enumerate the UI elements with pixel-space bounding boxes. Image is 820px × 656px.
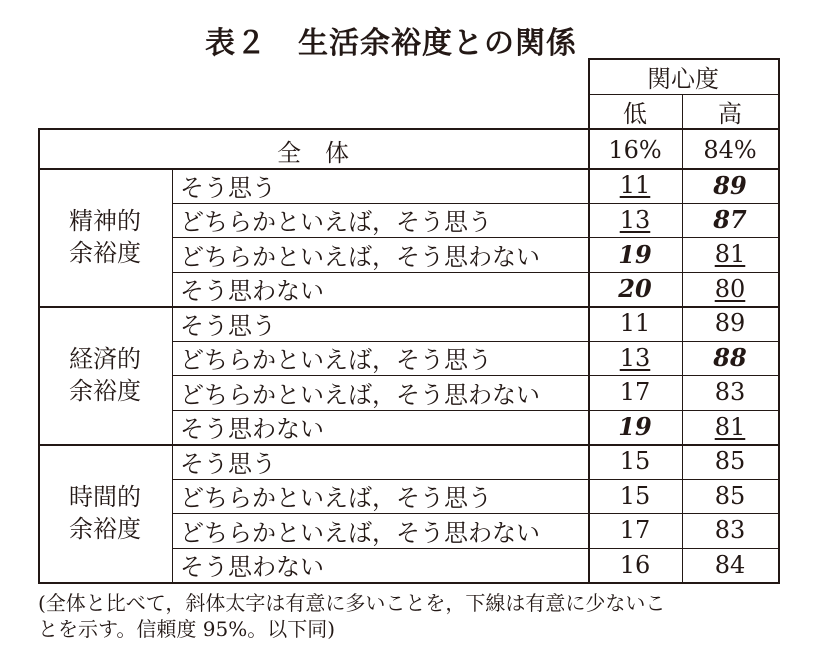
total-high: 84% (703, 136, 757, 164)
group-left-rule (38, 306, 40, 444)
group-right-rule (778, 444, 780, 582)
group-label-line-1: 経済的 (69, 345, 141, 373)
row-low-value: 19 (618, 412, 652, 442)
group-label-line-2: 余裕度 (69, 239, 141, 267)
group-label-line-2: 余裕度 (69, 515, 141, 543)
group-left-rule (38, 444, 40, 582)
table-title: 表２ 生活余裕度との関係 (205, 26, 577, 61)
group-label-line-1: 精神的 (69, 207, 141, 235)
row-label: そう思わない (180, 277, 324, 306)
row-label: どちらかといえば，そう思う (180, 208, 492, 237)
row-low-value: 11 (619, 171, 651, 200)
row-high-value: 84 (714, 550, 746, 579)
header-high: 高 (718, 99, 742, 128)
total-low: 16% (608, 136, 662, 164)
group-left-rule (38, 168, 40, 306)
row-label: そう思わない (180, 415, 324, 444)
row-high-value: 81 (714, 412, 746, 441)
row-label: どちらかといえば，そう思わない (180, 380, 540, 409)
group-label (38, 168, 172, 306)
row-label: どちらかといえば，そう思う (180, 346, 492, 375)
total-label: 全 体 (277, 138, 349, 167)
row-high-value: 87 (713, 205, 747, 235)
row-high-value: 85 (714, 447, 746, 476)
row-high-value: 83 (714, 516, 746, 545)
row-label: そう思う (180, 173, 276, 202)
row-label: そう思う (180, 311, 276, 340)
group-right-rule (778, 306, 780, 444)
group-label-line-2: 余裕度 (69, 377, 141, 405)
footnote-line-1: (全体と比べて，斜体太字は有意に多いことを，下線は有意に少ないこ (38, 591, 666, 615)
header-mid-rule (588, 94, 778, 95)
row-label: どちらかといえば，そう思わない (180, 518, 540, 547)
row-high-value: 89 (713, 170, 747, 200)
row-label: そう思う (180, 449, 276, 478)
row-high-value: 85 (714, 481, 746, 510)
row-high-value: 88 (713, 343, 747, 373)
group-label-line-1: 時間的 (69, 483, 141, 511)
row-low-value: 17 (619, 378, 651, 407)
row-high-value: 89 (714, 309, 746, 338)
group-right-rule (778, 168, 780, 306)
total-left-rule (38, 128, 40, 168)
total-right-rule (778, 128, 780, 168)
row-low-value: 13 (619, 343, 651, 372)
group-label (38, 306, 172, 444)
row-low-value: 15 (619, 447, 651, 476)
row-low-value: 16 (619, 550, 651, 579)
header-top-rule (588, 58, 778, 60)
total-top-rule (38, 128, 780, 130)
row-low-value: 20 (618, 274, 652, 304)
table-footnote (38, 590, 798, 642)
header-low: 低 (623, 99, 647, 128)
row-low-value: 17 (619, 516, 651, 545)
row-label: どちらかといえば，そう思う (180, 484, 492, 513)
row-high-value: 80 (714, 274, 746, 303)
group-label (38, 444, 172, 582)
row-high-value: 81 (714, 240, 746, 269)
header-group-interest: 関心度 (647, 64, 719, 93)
footnote-line-2: とを示す。信頼度 95%。以下同) (38, 617, 336, 641)
group-bottom-rule (38, 582, 780, 584)
row-low-value: 13 (619, 205, 651, 234)
row-label: そう思わない (180, 553, 324, 582)
total-col2-rule (588, 128, 590, 168)
row-low-value: 11 (619, 309, 651, 338)
row-high-value: 83 (714, 378, 746, 407)
header-right-rule (778, 58, 780, 128)
total-col3-rule (682, 128, 683, 168)
row-low-value: 15 (619, 481, 651, 510)
header-split-rule (682, 94, 683, 128)
row-low-value: 19 (618, 239, 652, 269)
header-left-rule (588, 58, 590, 128)
row-label: どちらかといえば，そう思わない (180, 242, 540, 271)
